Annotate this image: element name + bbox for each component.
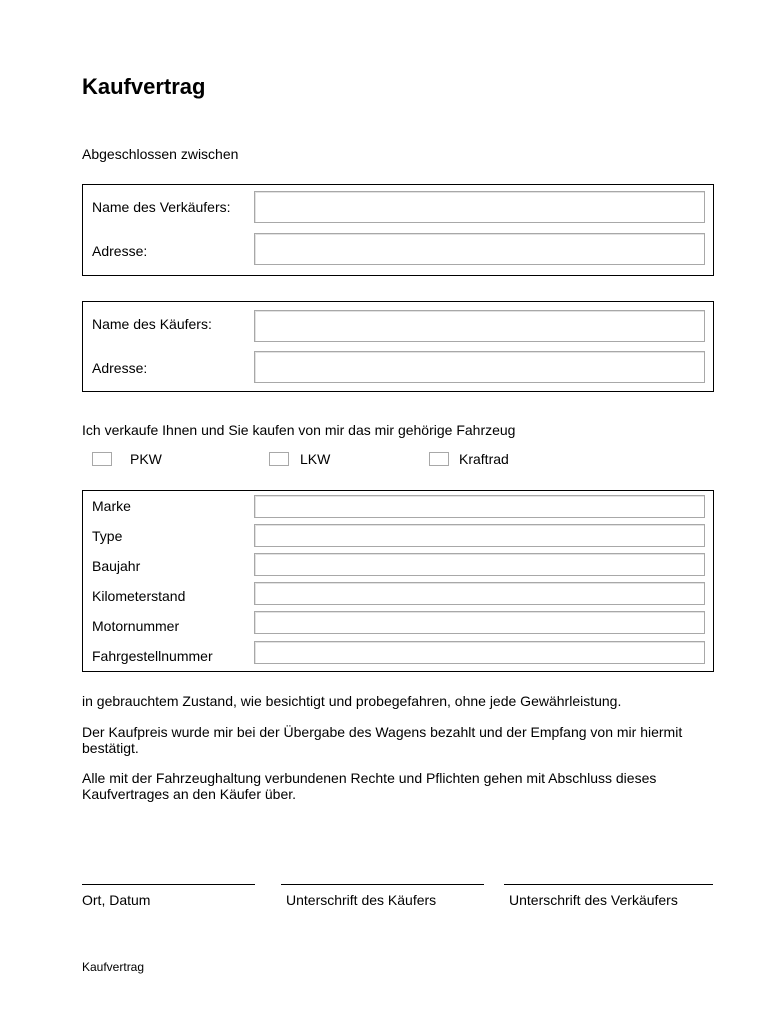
document-title: Kaufvertrag [82, 74, 206, 99]
seller-name-field[interactable] [254, 191, 705, 223]
checkbox-kraftrad[interactable] [429, 452, 449, 466]
page-footer: Kaufvertrag [82, 960, 145, 974]
buyer-address-field[interactable] [254, 351, 705, 383]
vehicle-make-field[interactable] [254, 495, 705, 518]
place-date-line [82, 884, 255, 885]
seller-signature-label: Unterschrift des Verkäufers [509, 892, 678, 908]
buyer-name-label: Name des Käufers: [92, 316, 212, 332]
vehicle-year-label: Baujahr [92, 558, 141, 574]
vehicle-make-label: Marke [92, 498, 131, 514]
checkbox-kraftrad-label: Kraftrad [459, 451, 509, 467]
vehicle-mileage-field[interactable] [254, 582, 705, 605]
vehicle-intro-text: Ich verkaufe Ihnen und Sie kaufen von mir das mir gehörige Fahrzeug [82, 422, 516, 438]
seller-name-label: Name des Verkäufers: [92, 199, 231, 215]
buyer-name-field[interactable] [254, 310, 705, 342]
checkbox-pkw[interactable] [92, 452, 112, 466]
vehicle-chassis-number-label: Fahrgestellnummer [92, 648, 213, 664]
vehicle-type-field[interactable] [254, 524, 705, 547]
seller-signature-line [504, 884, 713, 885]
condition-paragraph: in gebrauchtem Zustand, wie besichtigt und probegefahren, ohne jede Gewährleistung. [82, 693, 622, 709]
vehicle-details-section [82, 490, 714, 672]
seller-address-field[interactable] [254, 233, 705, 265]
checkbox-lkw[interactable] [269, 452, 289, 466]
checkbox-lkw-label: LKW [300, 451, 331, 467]
buyer-signature-label: Unterschrift des Käufers [286, 892, 437, 908]
vehicle-chassis-number-field[interactable] [254, 641, 705, 664]
rights-paragraph: Alle mit der Fahrzeughaltung verbundenen Rechte und Pflichten gehen mit Abschluss dieses Kaufvertrages an den Käufer über. [82, 770, 657, 802]
place-date-label: Ort, Datum [82, 892, 151, 908]
payment-paragraph: Der Kaufpreis wurde mir bei der Übergabe des Wagens bezahlt und der Empfang von mir hiermit bestätigt. [82, 724, 683, 756]
vehicle-mileage-label: Kilometerstand [92, 588, 186, 604]
checkbox-pkw-label: PKW [130, 451, 162, 467]
buyer-section [82, 301, 714, 392]
vehicle-engine-number-field[interactable] [254, 611, 705, 634]
vehicle-year-field[interactable] [254, 553, 705, 576]
vehicle-type-label: Type [92, 528, 123, 544]
seller-address-label: Adresse: [92, 243, 148, 259]
intro-text: Abgeschlossen zwischen [82, 146, 239, 162]
seller-section [82, 184, 714, 276]
buyer-address-label: Adresse: [92, 360, 148, 376]
buyer-signature-line [281, 884, 484, 885]
vehicle-engine-number-label: Motornummer [92, 618, 180, 634]
